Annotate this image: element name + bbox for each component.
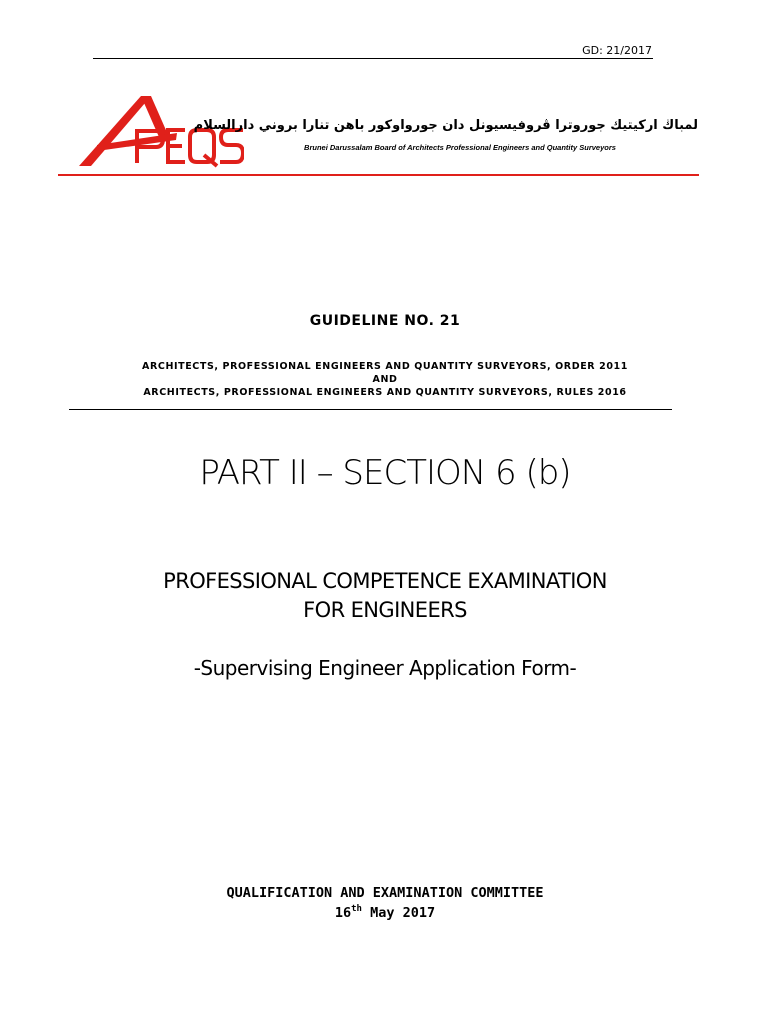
document-reference: GD: 21/2017 (582, 44, 652, 57)
exam-title-line-2: FOR ENGINEERS (303, 598, 467, 622)
date-rest: May 2017 (361, 905, 436, 921)
board-name-jawi: لمباڬ اركيتيك جوروترا ڤروفيسيونل دان جورواوكور باهن تنارا بروني دارالسلام (193, 118, 698, 133)
header-rule (93, 58, 653, 59)
issue-date (0, 904, 770, 921)
section-rule (69, 409, 672, 410)
date-day: 16 (334, 905, 352, 921)
board-name-english: Brunei Darussalam Board of Architects Professional Engineers and Quantity Surveyors (304, 143, 616, 152)
act-rules-line: ARCHITECTS, PROFESSIONAL ENGINEERS AND QUANTITY SURVEYORS, RULES 2016 (143, 387, 627, 398)
exam-title-line-1: PROFESSIONAL COMPETENCE EXAMINATION (163, 569, 607, 593)
act-and-line: AND (372, 374, 398, 385)
part-section-title: PART II – SECTION 6 (b) (199, 453, 571, 493)
guideline-number: GUIDELINE NO. 21 (309, 313, 461, 329)
header-red-rule (58, 174, 699, 176)
date-suffix: th (351, 904, 362, 914)
act-order-line: ARCHITECTS, PROFESSIONAL ENGINEERS AND QUANTITY SURVEYORS, ORDER 2011 (142, 361, 628, 372)
form-name: -Supervising Engineer Application Form- (193, 656, 577, 680)
committee-name: QUALIFICATION AND EXAMINATION COMMITTEE (226, 885, 544, 901)
